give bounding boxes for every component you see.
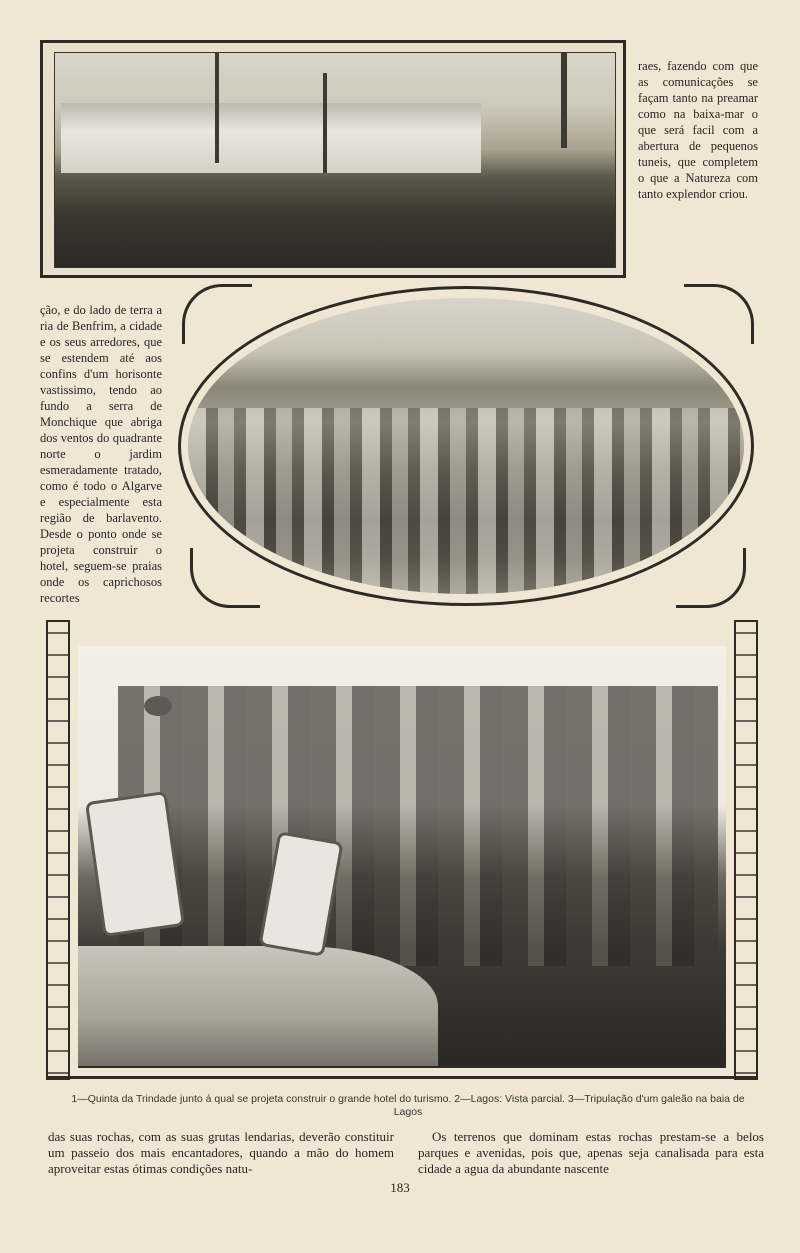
text-column-right (638, 58, 758, 202)
side-ornament-left (46, 620, 70, 1080)
photo-1-palm (323, 73, 327, 173)
text-right-paragraph: raes, fazendo com que as comunicações se façam tanto na preamar como na baixa-mar o que será facil com a abertura de pequenos tuneis, que completem o que a Natureza com tanto explendor criou. (638, 59, 758, 201)
photo-3-crew (118, 686, 718, 966)
side-ornament-right (734, 620, 758, 1080)
photo-1-house (61, 103, 481, 173)
text-bottom-right-paragraph: Os terrenos que dominam estas rochas prestam-se a belos parques e avenidas, pois que, apenas seja canalisada para esta cidade a agua da abundante nascente (418, 1129, 764, 1176)
text-column-bottom-left (48, 1129, 394, 1177)
photo-tripulacao-galeao (78, 646, 726, 1068)
photo-3-boat (78, 946, 438, 1066)
text-column-left (40, 302, 162, 606)
ornament-top-left (182, 284, 252, 344)
text-column-bottom-right (418, 1129, 764, 1177)
ornament-top-right (684, 284, 754, 344)
photo-3-bottom-rule (46, 1076, 758, 1079)
photo-lagos-oval (172, 278, 764, 614)
photo-quinta-da-trindade (54, 52, 616, 268)
photo-1-palm (215, 53, 219, 163)
page-number: 183 (390, 1180, 410, 1195)
photo-2-rooftops (188, 408, 744, 594)
photo-lagos-vista-parcial (188, 298, 744, 594)
text-bottom-left-paragraph: das suas rochas, com as suas grutas lendarias, deverão constituir um passeio dos mais encantadores, quando a mão do homem aproveitar estas ótimas condições natu- (48, 1129, 394, 1176)
photo-3-frame (46, 616, 758, 1082)
text-left-paragraph: ção, e do lado de terra a ria de Benfrim, a cidade e os seus arredores, que se estendem até aos confins d'um horisonte vastissimo, tendo ao fundo a serra de Monchique que abriga dos ventos do quadrante norte o jardim esmeradamente tratado, como é todo o Algarve e especialmente esta região de barlavento. Desde o ponto onde se projeta construir o hotel, seguem-se praias onde os caprichosos recortes (40, 303, 162, 605)
figure-caption: 1—Quinta da Trindade junto á qual se projeta construir o grande hotel do turismo. 2—Lagos: Vista parcial. 3—Tripulação d'um galeão na baia de Lagos (71, 1093, 745, 1118)
photo-1-pine (561, 53, 567, 148)
